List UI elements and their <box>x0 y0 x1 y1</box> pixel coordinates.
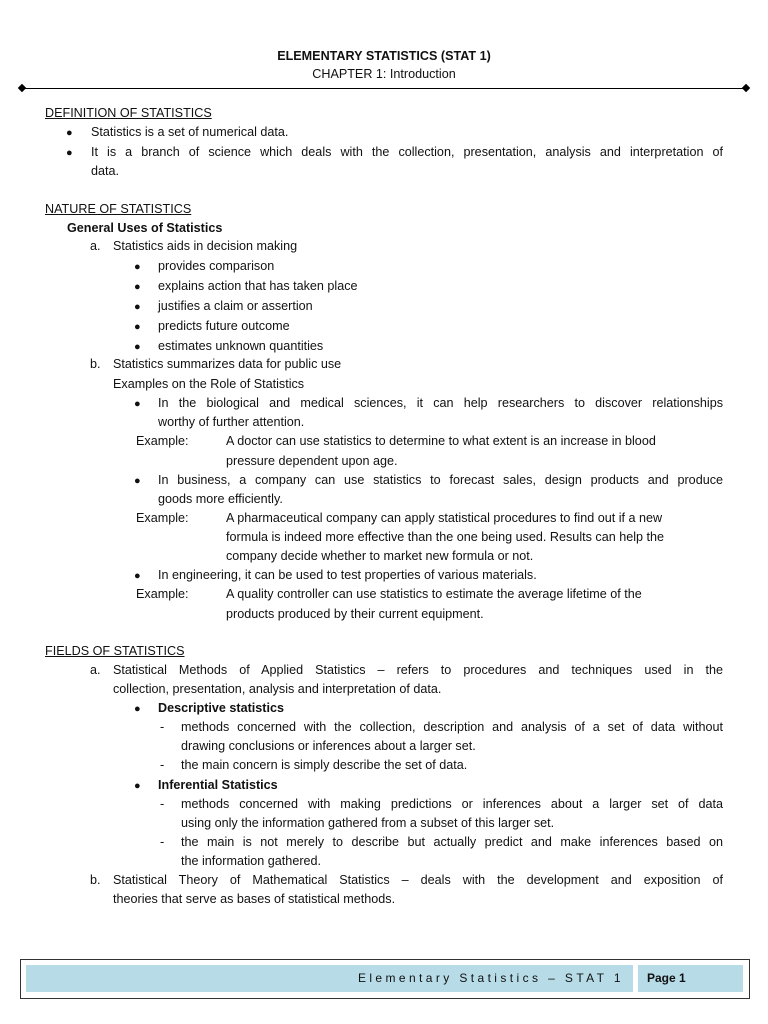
descriptive-1-line-2: drawing conclusions or inferences about a larger set. <box>181 739 476 753</box>
footer-band <box>26 965 743 992</box>
header-rule-line <box>22 88 746 89</box>
nature-heading: NATURE OF STATISTICS <box>45 202 192 216</box>
item-marker-a: a. <box>90 239 101 253</box>
example-label: Example: <box>136 434 189 448</box>
bullet-icon: ● <box>134 301 141 313</box>
page-footer <box>20 959 750 999</box>
examples-title: Examples on the Role of Statistics <box>113 377 305 391</box>
mathematical-statistics-line-2: theories that serve as bases of statistical methods. <box>113 892 396 906</box>
inferential-1-line-1: methods concerned with making predictions or inferences about a larger set of data <box>181 797 723 811</box>
descriptive-2-line-1: the main concern is simply describe the set of data. <box>181 758 468 772</box>
fields-heading: FIELDS OF STATISTICS <box>45 644 185 658</box>
definition-bullet-2-line-1: It is a branch of science which deals with the collection, presentation, analysis and interpretation of <box>91 145 723 159</box>
chapter-subtitle: CHAPTER 1: Introduction <box>312 67 456 81</box>
dash-icon: - <box>160 720 165 734</box>
definition-bullet-1: Statistics is a set of numerical data. <box>91 125 289 139</box>
applied-statistics-line-1: Statistical Methods of Applied Statistics – refers to procedures and techniques used in the <box>113 663 723 677</box>
example-label: Example: <box>136 587 189 601</box>
item-marker-b: b. <box>90 357 101 371</box>
bullet-icon: ● <box>134 570 141 582</box>
footer-title: Elementary Statistics – STAT 1 <box>357 971 624 985</box>
bullet-icon: ● <box>134 281 141 293</box>
use-item-4: predicts future outcome <box>158 319 290 333</box>
use-item-1: provides comparison <box>158 259 275 273</box>
footer-separator <box>633 965 638 992</box>
bullet-icon: ● <box>134 261 141 273</box>
public-use-item: Statistics summarizes data for public use <box>113 357 342 371</box>
bullet-icon: ● <box>134 780 141 792</box>
decision-making-item: Statistics aids in decision making <box>113 239 298 253</box>
bullet-icon: ● <box>66 127 73 139</box>
role-1-line-2: worthy of further attention. <box>158 415 305 429</box>
definition-heading: DEFINITION OF STATISTICS <box>45 106 212 120</box>
example-2-line-1: A pharmaceutical company can apply statistical procedures to find out if a new <box>226 511 663 525</box>
example-2-line-2: formula is indeed more effective than the one being used. Results can help the <box>226 530 665 544</box>
bullet-icon: ● <box>134 398 141 410</box>
inferential-1-line-2: using only the information gathered from a subset of this larger set. <box>181 816 555 830</box>
use-item-5: estimates unknown quantities <box>158 339 324 353</box>
example-3-line-1: A quality controller can use statistics to estimate the average lifetime of the <box>226 587 642 601</box>
mathematical-statistics-line-1: Statistical Theory of Mathematical Statistics – deals with the development and exposition of <box>113 873 723 887</box>
role-1-line-1: In the biological and medical sciences, it can help researchers to discover relationships <box>158 396 723 410</box>
page-number: Page 1 <box>647 971 686 985</box>
rule-left-diamond-icon <box>18 84 26 92</box>
bullet-icon: ● <box>134 703 141 715</box>
example-1-line-2: pressure dependent upon age. <box>226 454 398 468</box>
dash-icon: - <box>160 758 165 772</box>
inferential-statistics-title: Inferential Statistics <box>158 778 278 792</box>
general-uses-subheading: General Uses of Statistics <box>67 221 223 235</box>
dash-icon: - <box>160 797 165 811</box>
role-3-line-1: In engineering, it can be used to test properties of various materials. <box>158 568 537 582</box>
use-item-2: explains action that has taken place <box>158 279 358 293</box>
definition-bullet-2-line-2: data. <box>91 164 120 178</box>
descriptive-statistics-title: Descriptive statistics <box>158 701 284 715</box>
descriptive-1-line-1: methods concerned with the collection, description and analysis of a set of data without <box>181 720 723 734</box>
example-label: Example: <box>136 511 189 525</box>
applied-statistics-line-2: collection, presentation, analysis and interpretation of data. <box>113 682 442 696</box>
role-2-line-2: goods more efficiently. <box>158 492 283 506</box>
dash-icon: - <box>160 835 165 849</box>
example-2-line-3: company decide whether to market new formula or not. <box>226 549 534 563</box>
document-title: ELEMENTARY STATISTICS (STAT 1) <box>277 49 491 63</box>
item-marker-b: b. <box>90 873 101 887</box>
example-3-line-2: products produced by their current equipment. <box>226 607 484 621</box>
item-marker-a: a. <box>90 663 101 677</box>
bullet-icon: ● <box>134 475 141 487</box>
bullet-icon: ● <box>66 147 73 159</box>
example-1-line-1: A doctor can use statistics to determine to what extent is an increase in blood <box>226 434 656 448</box>
rule-right-diamond-icon <box>742 84 750 92</box>
use-item-3: justifies a claim or assertion <box>158 299 313 313</box>
bullet-icon: ● <box>134 321 141 333</box>
role-2-line-1: In business, a company can use statistics to forecast sales, design products and produce <box>158 473 723 487</box>
inferential-2-line-1: the main is not merely to describe but actually predict and make inferences based on <box>181 835 723 849</box>
bullet-icon: ● <box>134 341 141 353</box>
inferential-2-line-2: the information gathered. <box>181 854 322 868</box>
